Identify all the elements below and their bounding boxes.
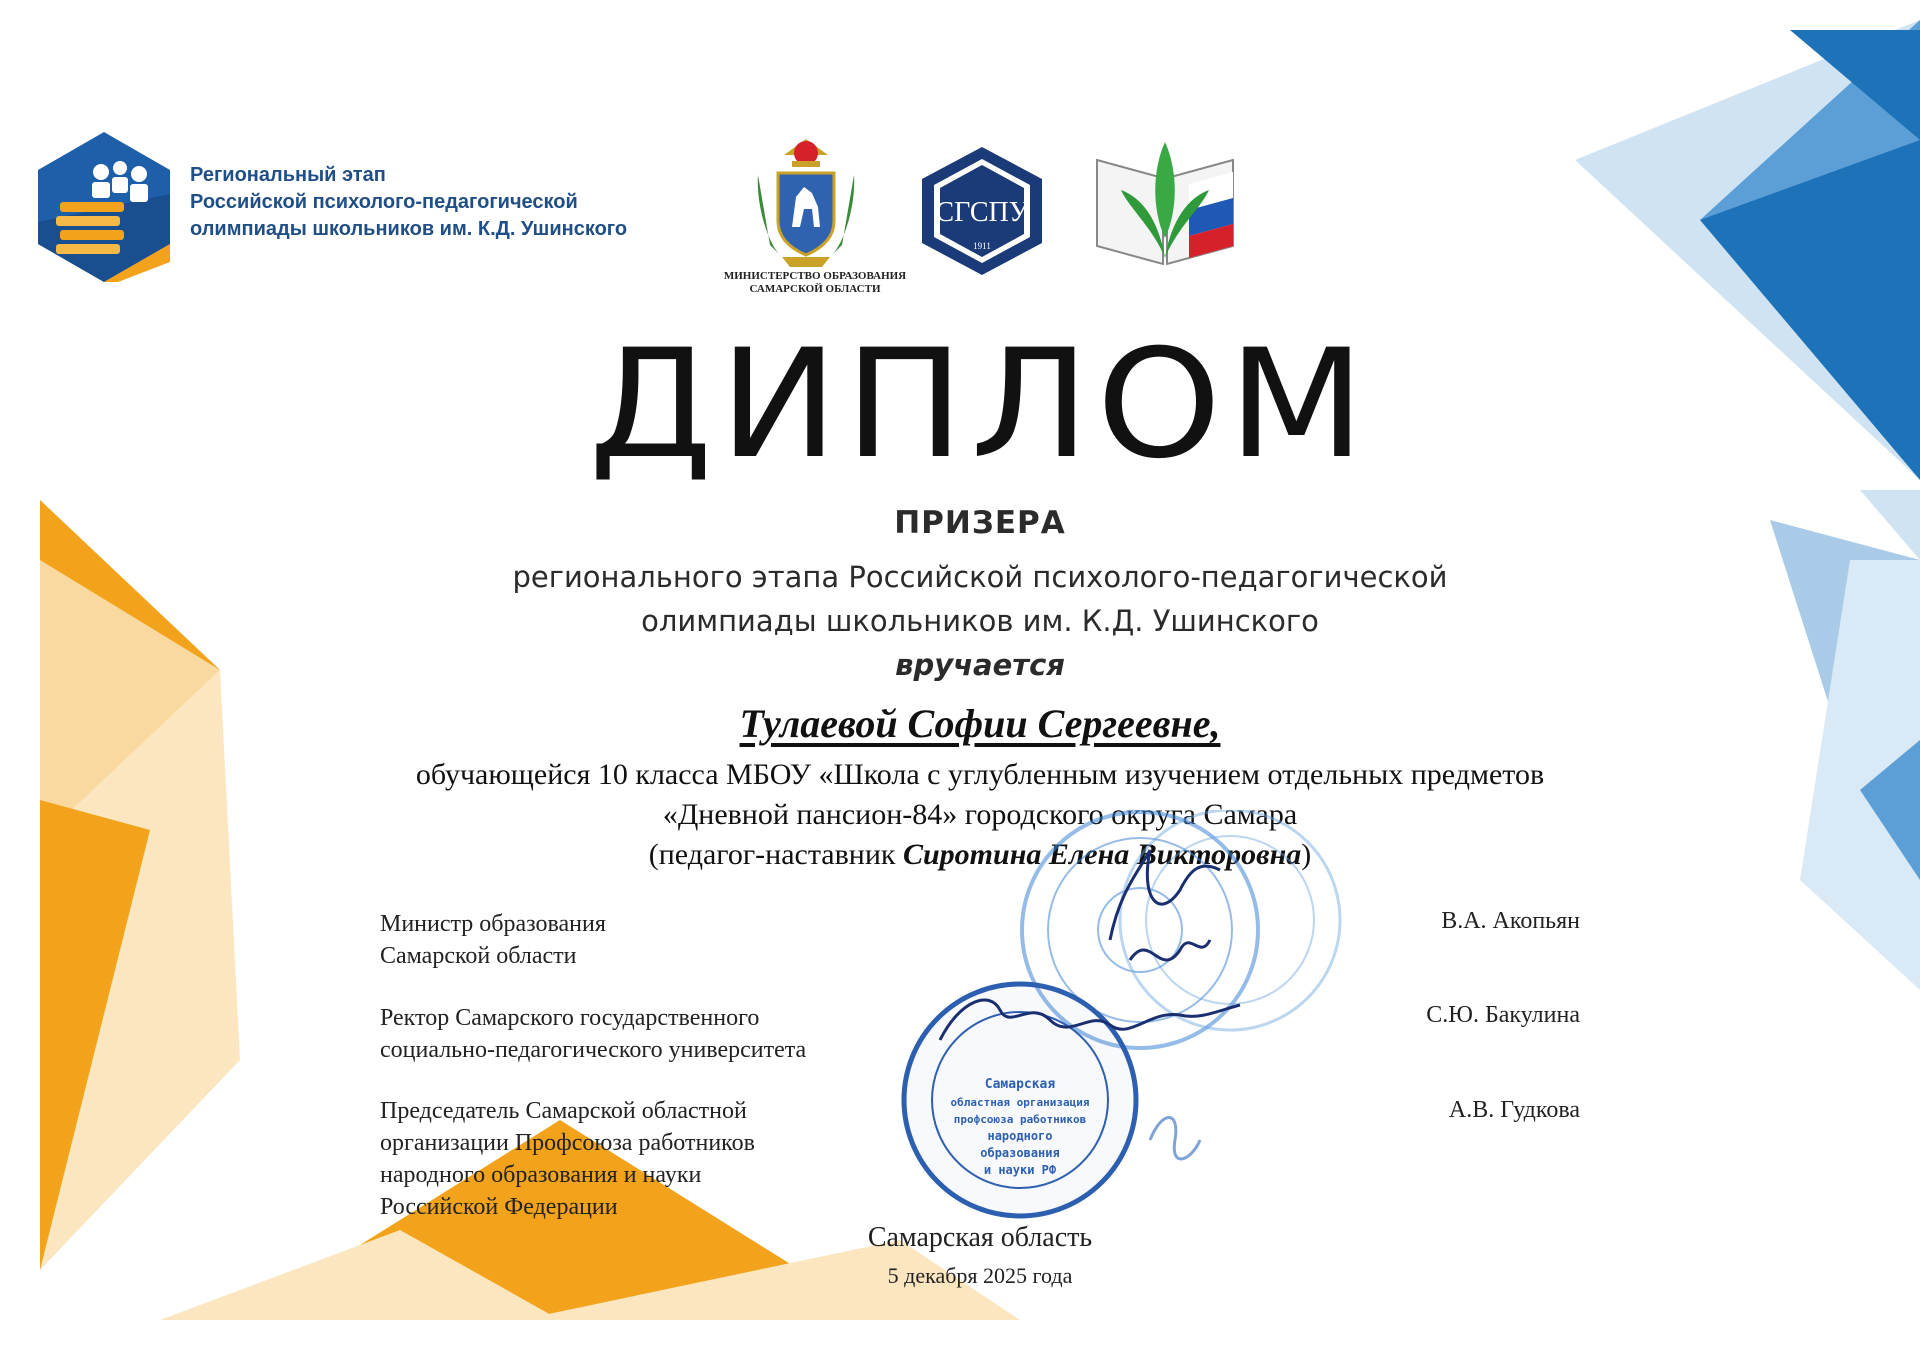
olympiad-logo-line-3: олимпиады школьников им. К.Д. Ушинского: [190, 218, 628, 240]
university-logo: [918, 145, 1046, 277]
stamp-line-3: профсоюза работников: [953, 1113, 1087, 1126]
stamp-line-1: Самарская: [984, 1077, 1056, 1092]
signatory-position-union-chair: [380, 1095, 755, 1223]
signatory-position-line: организации Профсоюза работников: [380, 1130, 755, 1156]
olympiad-logo-line-1: Региональный этап: [190, 164, 386, 186]
olympiad-description-line-2: олимпиады школьников им. К.Д. Ушинского: [641, 604, 1319, 638]
trade-union-stamp: [904, 984, 1136, 1216]
signatory-name-rector: С.Ю. Бакулина: [1426, 1002, 1580, 1028]
mentor-name: Сиротина Елена Викторовна: [902, 838, 1302, 871]
samara-coat-of-arms-icon: [748, 135, 864, 270]
signatory-position-line: Российской Федерации: [380, 1194, 618, 1220]
issue-date: 5 декабря 2025 года: [887, 1263, 1073, 1288]
stamp-line-2: областная организация: [950, 1096, 1090, 1109]
signatory-position-line: социально-педагогического университета: [380, 1037, 807, 1063]
school-line-1: обучающейся 10 класса МБОУ «Школа с углубленным изучением отдельных предметов: [415, 758, 1545, 791]
school-line-2: «Дневной пансион-84» городского округа Самара: [662, 798, 1298, 831]
olympiad-description-line-1: регионального этапа Российской психолого-педагогической: [512, 560, 1448, 594]
university-stamp: [1120, 810, 1340, 1030]
ministry-caption: [700, 270, 930, 296]
signatory-position-line: Председатель Самарской областной: [380, 1098, 747, 1124]
olympiad-logo-line-2: Российской психолого-педагогической: [190, 191, 578, 213]
stamp-line-4: народного: [987, 1129, 1053, 1143]
signatory-position-line: Самарской области: [380, 943, 577, 969]
issue-place: Самарская область: [867, 1222, 1093, 1253]
stamp-line-5: образования: [980, 1146, 1060, 1160]
mentor-suffix: ): [1301, 838, 1312, 871]
ministry-caption-line-2: САМАРСКОЙ ОБЛАСТИ: [749, 283, 881, 295]
mentor-prefix: (педагог-наставник: [648, 838, 903, 871]
stamps-and-signatures: [900, 810, 1420, 1250]
trade-union-logo: [1093, 138, 1237, 270]
university-logo-year: 1911: [973, 241, 991, 251]
stamp-line-6: и науки РФ: [983, 1163, 1057, 1177]
olympiad-description: [0, 555, 1920, 643]
university-logo-text: СГСПУ: [935, 197, 1029, 228]
signatory-position-minister: [380, 908, 606, 972]
olympiad-logo-text: [190, 162, 710, 243]
diploma-title: ДИПЛОМ: [588, 318, 1372, 492]
signatory-name-union-chair: А.В. Гудкова: [1448, 1097, 1580, 1123]
recipient-name: [0, 700, 1920, 747]
olympiad-hexagon-logo: [38, 132, 170, 282]
signatory-position-line: Ректор Самарского государственного: [380, 1005, 760, 1031]
signatory-position-rector: [380, 1002, 806, 1066]
signatory-name-minister: В.А. Акопьян: [1441, 908, 1580, 934]
recipient-name-text: Тулаевой Софии Сергеевне,: [739, 701, 1221, 746]
ministry-caption-line-1: МИНИСТЕРСТВО ОБРАЗОВАНИЯ: [723, 270, 907, 282]
award-heading: ПРИЗЕРА: [894, 505, 1066, 541]
signatory-position-line: народного образования и науки: [380, 1162, 702, 1188]
signature-union-chair: [1150, 1118, 1200, 1159]
signatory-position-line: Министр образования: [380, 911, 606, 937]
awarded-to-label: вручается: [895, 648, 1065, 682]
